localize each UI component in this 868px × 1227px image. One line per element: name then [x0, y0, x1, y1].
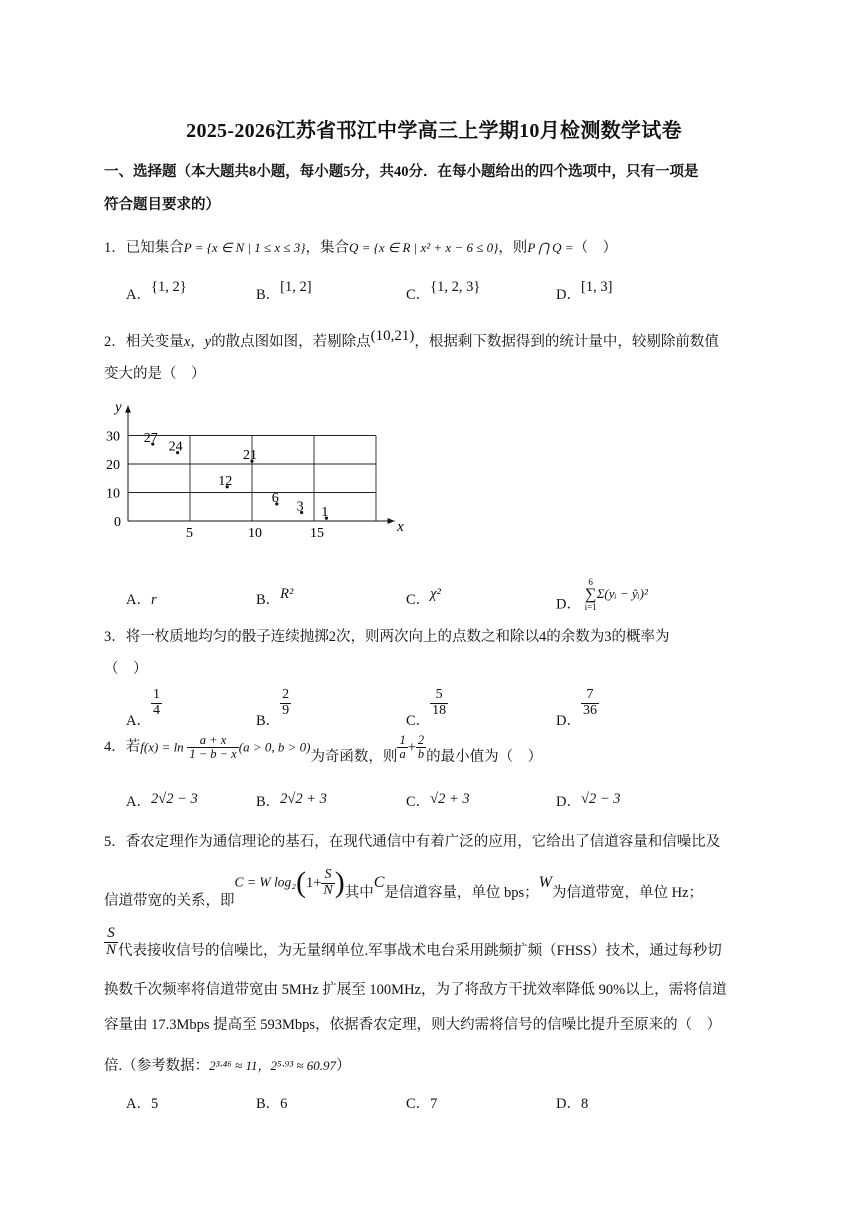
q1-paren: （ ）: [573, 240, 618, 256]
q4-tail: 的最小值为（ ）: [426, 748, 543, 765]
q4-number: 4．若: [104, 738, 141, 755]
q2-text-c: 的散点图如图，若剔除点: [211, 334, 371, 350]
q1-set-q: Q = {x ∈ R | x² + x − 6 ≤ 0}: [349, 240, 499, 255]
x-axis-arrow-icon: [388, 518, 395, 524]
q1-option-d[interactable]: [556, 279, 613, 304]
option-label: A．: [126, 592, 151, 608]
question-5-line1: 5．香农定理作为通信理论的基石，在现代通信中有着广泛的应用，它给出了信道容量和信噪比及: [104, 834, 721, 850]
option-value: 7: [430, 1096, 438, 1112]
page-title: 2025-2026江苏省邗江中学高三上学期10月检测数学试卷: [186, 120, 682, 142]
option-label: D．: [556, 596, 581, 613]
frac-den: 1 − b − x: [189, 747, 237, 762]
question-2-line1: [104, 330, 719, 351]
q1-tail: ，则: [498, 240, 528, 256]
q5-reference-2: 2⁵·⁹³ ≈ 60.97: [270, 1058, 337, 1073]
q1-set-p: P = {x ∈ N | 1 ≤ x ≤ 3}: [183, 240, 306, 255]
frac-num: a + x: [187, 734, 238, 748]
frac-num: 1: [152, 687, 160, 702]
option-label: B．: [256, 712, 281, 729]
data-label: 21: [243, 448, 257, 464]
y-tick-label: 30: [106, 429, 120, 445]
y-axis-label: y: [115, 399, 122, 416]
option-fraction: [151, 688, 162, 718]
q5-text-c: 是信道容量，单位 bps；: [384, 884, 539, 901]
option-value: {1, 2, 3}: [430, 279, 481, 295]
option-value: [1, 3]: [580, 279, 613, 295]
question-5-line5: 容量由 17.3Mbps 提高至 593Mbps，依据香农定理，则大约需将信号的信噪比提升至原来的（ ）: [104, 1017, 722, 1033]
q3-option-b[interactable]: [256, 687, 291, 729]
frac-den: 9: [282, 702, 290, 718]
q5-text-line3: 代表接收信号的信噪比，为无量纲单位.军事战术电台采用跳频扩频（FHSS）技术，通过每秒切: [118, 942, 722, 959]
option-value: r: [150, 592, 157, 608]
q2-point: (10,21): [370, 328, 415, 344]
option-label: B．: [256, 287, 281, 303]
q1-number: 1．已知集合: [104, 240, 184, 256]
option-label: B．: [256, 592, 281, 608]
data-label: 6: [271, 490, 279, 506]
option-label: A．: [126, 794, 151, 810]
option-value: R²: [280, 586, 294, 602]
frac-num: S: [104, 926, 118, 943]
sum-lower: i=1: [584, 602, 597, 612]
q4-option-b[interactable]: [256, 790, 327, 811]
q3-option-c[interactable]: [406, 687, 448, 729]
option-label: B．: [256, 794, 281, 810]
frac-num: 7: [581, 688, 599, 704]
frac-den: 4: [152, 702, 160, 718]
option-value: [1, 2]: [280, 279, 312, 295]
x-tick-label: 5: [186, 526, 193, 541]
option-value: χ²: [430, 586, 441, 602]
frac-den: 18: [432, 702, 447, 718]
q1-option-b[interactable]: [256, 279, 312, 304]
question-3-line2: （ ）: [104, 661, 148, 677]
option-value: {1, 2}: [150, 279, 187, 295]
option-value: 6: [280, 1096, 288, 1112]
q5-var-c: C: [373, 873, 385, 891]
question-5-line4: 换数千次频率将信道带宽由 5MHz 扩展至 100MHz，为了将敌方干扰效率降低 90%以上，需将信道: [104, 982, 727, 998]
option-value: Σ(yᵢ − ŷᵢ)²: [596, 586, 648, 602]
q3-option-a[interactable]: [126, 687, 162, 729]
q4-function: f(x) = ln: [140, 739, 184, 755]
y-axis-arrow-icon: [125, 406, 131, 413]
y-tick-label: 10: [106, 486, 120, 502]
q5-option-c[interactable]: [406, 1092, 437, 1113]
frac-num: 1: [399, 733, 406, 747]
option-label: D．: [556, 712, 581, 729]
q5-var-w: W: [538, 873, 552, 891]
sum-symbol-group: [585, 578, 597, 612]
q5-option-d[interactable]: [556, 1092, 588, 1113]
q4-frac-1: [397, 734, 407, 761]
q5-reference-1: 2³·⁴⁶ ≈ 11，: [209, 1058, 271, 1073]
q4-option-a[interactable]: [126, 790, 198, 811]
frac-den: N: [106, 941, 117, 958]
section-header-line1: 一、选择题（本大题共8小题，每小题5分，共40分．在每小题给出的四个选项中，只有一项是: [104, 164, 699, 180]
q2-text-a: 2．相关变量: [104, 334, 184, 350]
q5-text-b: 其中: [344, 884, 374, 901]
data-label: 27: [143, 431, 158, 447]
q5-text-d: 为信道带宽，单位 Hz；: [552, 884, 704, 901]
q4-plus: +: [407, 739, 416, 756]
data-label: 12: [218, 473, 233, 489]
x-tick-label: 15: [310, 526, 324, 541]
option-label: A．: [126, 287, 151, 303]
question-5-line3: [104, 926, 722, 959]
frac-den: 36: [582, 702, 597, 718]
q4-fraction: [187, 734, 238, 761]
q2-text-d: ，根据剩下数据得到的统计量中，较剔除前数值: [414, 334, 719, 350]
q1-option-c[interactable]: [406, 279, 481, 304]
q4-option-d[interactable]: [556, 790, 620, 811]
q5-one-plus: 1+: [305, 875, 322, 892]
paren-left-icon: (: [295, 866, 306, 900]
q2-option-d[interactable]: [556, 577, 648, 622]
q2-vars: x，y: [183, 334, 212, 350]
q5-option-a[interactable]: [126, 1092, 158, 1113]
question-2-line2: 变大的是（ ）: [104, 366, 206, 382]
option-value: √2 − 3: [580, 791, 621, 807]
q4-condition: (a > 0, b > 0): [238, 739, 311, 755]
option-value: 2√2 + 3: [280, 791, 327, 807]
question-5-line2: [104, 866, 704, 909]
q5-formula: C = W log₂: [234, 874, 296, 890]
data-label: 1: [321, 505, 329, 521]
question-4: [104, 733, 543, 765]
option-value: 5: [150, 1096, 159, 1112]
option-label: D．: [556, 794, 581, 810]
q1-expr: P ⋂ Q =: [527, 240, 574, 255]
frac-num: 2: [417, 733, 425, 747]
frac-num: S: [321, 868, 334, 884]
option-label: D．: [556, 287, 581, 303]
q4-option-c[interactable]: [406, 790, 470, 811]
q2-option-b[interactable]: [256, 588, 293, 609]
q1-option-a[interactable]: [126, 279, 187, 304]
question-5-line6: [104, 1054, 351, 1075]
section-header-line2: 符合题目要求的）: [104, 197, 220, 213]
option-label: C．: [406, 712, 431, 729]
question-3-line1: 3．将一枚质地均匀的骰子连续抛掷2次，则两次向上的点数之和除以4的余数为3的概率为: [104, 629, 670, 645]
option-value: 8: [580, 1096, 589, 1112]
option-fraction: [581, 688, 599, 718]
q5-close: ）: [336, 1058, 351, 1074]
option-label: A．: [126, 1096, 151, 1112]
option-label: C．: [406, 592, 431, 608]
option-label: C．: [406, 794, 431, 810]
question-1: [104, 236, 617, 257]
x-tick-label: 10: [248, 526, 262, 541]
scatter-chart: [100, 395, 404, 545]
paren-right-icon: ): [334, 866, 345, 900]
frac-num: 5: [430, 688, 448, 704]
q5-option-b[interactable]: [256, 1092, 287, 1113]
option-fraction: [280, 688, 291, 718]
frac-den: a: [399, 747, 406, 762]
option-label: C．: [406, 1096, 431, 1112]
sum-sign-icon: ∑: [584, 586, 597, 603]
q2-option-c[interactable]: [406, 588, 441, 609]
q5-text-a: 信道带宽的关系，即: [104, 892, 235, 909]
frac-num: 2: [282, 687, 290, 702]
option-fraction: [430, 688, 448, 718]
frac-den: N: [323, 882, 333, 898]
option-label: D．: [556, 1096, 581, 1112]
data-label: 3: [296, 499, 304, 515]
y-tick-label: 20: [106, 458, 120, 473]
q3-option-d[interactable]: [556, 687, 599, 729]
option-label: B．: [256, 1096, 281, 1112]
option-label: A．: [126, 712, 151, 729]
sum-upper: 6: [588, 577, 593, 587]
option-value: 2√2 − 3: [150, 791, 198, 807]
q1-mid: ，集合: [305, 240, 350, 256]
y-tick-label: 0: [114, 515, 121, 530]
data-label: 24: [168, 439, 183, 455]
frac-den: b: [417, 747, 425, 762]
q4-frac-2: [416, 734, 426, 761]
q5-fraction: [321, 868, 334, 898]
q5-text-line6: 倍.（参考数据：: [104, 1058, 210, 1074]
q4-mid: 为奇函数，则: [310, 748, 398, 765]
q2-option-a[interactable]: [126, 588, 157, 609]
option-value: √2 + 3: [430, 791, 470, 807]
q5-sn-fraction: [104, 926, 118, 959]
x-axis-label: x: [397, 519, 404, 535]
option-label: C．: [406, 287, 431, 303]
